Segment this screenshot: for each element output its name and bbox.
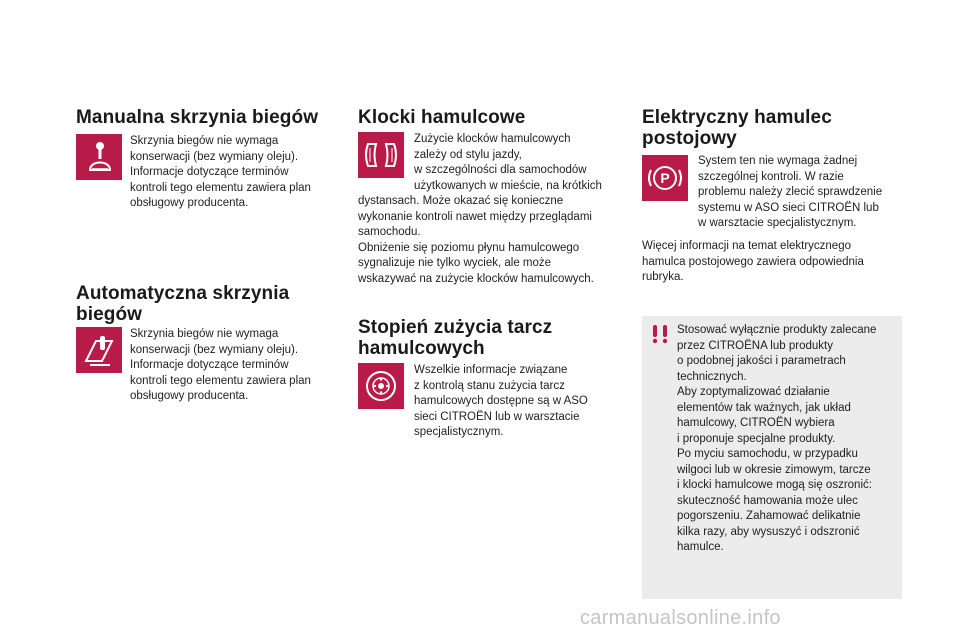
text-line: w warsztacie specjalistycznym. [698,217,857,229]
brake-pads-title: Klocki hamulcowe [358,107,526,128]
text-line: systemu w ASO sieci CITROËN lub [698,201,879,214]
text-line: Wszelkie informacje związane [414,364,568,376]
text-line: hamulce. [677,541,724,553]
text-line: pogorszeniu. Zahamować delikatnie [677,510,861,522]
brake-discs-title [358,317,552,359]
text-line: rubryka. [642,271,684,283]
text-line: Stosować wyłącznie produkty zalecane [677,324,877,336]
parking-brake-more-info [642,239,864,286]
automatic-gearbox-section [76,283,289,325]
text-line: skuteczność hamowania może ulec [677,494,858,507]
title-line: biegów [76,304,143,325]
text-line: sygnalizuje nie tylko wyciek, ale może [358,257,552,269]
text-line: użytkowanych w mieście, na krótkich [414,179,602,192]
svg-text:P: P [660,170,670,186]
text-line: Informacje dotyczące terminów [130,166,289,178]
brake-pads-text-indented [414,132,602,194]
manual-gearbox-title: Manualna skrzynia biegów [76,107,319,128]
automatic-gearbox-text [130,327,311,405]
brake-pads-icon [358,132,404,178]
text-line: Skrzynia biegów nie wymaga [130,328,279,340]
text-line: wykonanie kontroli nawet między przeglądami [358,210,592,223]
title-line: Elektryczny hamulec [642,107,832,128]
text-line: o podobnej jakości i parametrach [677,355,846,367]
text-line: samochodu. [358,226,421,238]
parking-brake-section [642,107,832,149]
title-line: postojowy [642,128,737,149]
title-line: Automatyczna skrzynia [76,283,290,304]
automatic-gear-selector-icon [76,327,122,373]
text-line: Zużycie klocków hamulcowych [414,133,571,145]
text-line: obsługowy producenta. [130,390,249,402]
text-line: obsługowy producenta. [130,197,249,209]
warning-panel [642,316,902,599]
text-line: Więcej informacji na temat elektrycznego [642,240,851,252]
text-line: dystansach. Może okazać się konieczne [358,195,564,207]
text-line: sieci CITROËN lub w warsztacie [414,410,580,423]
brake-pads-text-full [358,194,594,287]
text-line: i klocki hamulcowe mogą się oszronić: [677,479,872,491]
brake-pads-section [358,107,525,128]
text-line: konserwacji (bez wymiany oleju). [130,343,299,356]
brake-disc-icon [358,363,404,409]
manual-gearbox-section [76,107,318,128]
parking-brake-text [698,154,882,232]
title-line: hamulcowych [358,338,485,359]
text-line: hamulcowy, CITROËN wybiera [677,417,835,429]
text-line: System ten nie wymaga żadnej [698,155,858,167]
brake-discs-section [358,317,552,359]
title-line: Stopień zużycia tarcz [358,317,553,338]
text-line: konserwacji (bez wymiany oleju). [130,150,299,163]
text-line: i proponuje specjalne produkty. [677,432,836,445]
text-line: Po myciu samochodu, w przypadku [677,448,858,460]
text-line: Informacje dotyczące terminów [130,359,289,371]
automatic-gearbox-title [76,283,289,325]
text-line: kontroli tego elementu zawiera plan [130,181,311,194]
text-line: technicznych. [677,370,747,383]
text-line: w szczególności dla samochodów [414,164,587,176]
text-line: zależy od stylu jazdy, [414,148,522,161]
manual-gear-lever-icon [76,134,122,180]
warning-exclamation-icon [648,322,672,351]
text-line: z kontrolą stanu zużycia tarcz [414,379,565,392]
text-line: Skrzynia biegów nie wymaga [130,135,279,147]
text-line: elementów tak ważnych, jak układ [677,401,851,414]
text-line: Obniżenie się poziomu płynu hamulcowego [358,241,580,254]
text-line: kilka razy, aby wysuszyć i odszronić [677,525,860,538]
text-line: przez CITROËNA lub produkty [677,339,833,352]
text-line: hamulca postojowego zawiera odpowiednia [642,255,864,268]
parking-brake-title [642,107,832,149]
text-line: hamulcowych dostępne są w ASO [414,395,588,407]
brake-discs-text [414,363,588,441]
warning-text [677,323,876,556]
text-line: szczególnej kontroli. W razie [698,170,844,183]
parking-brake-icon [642,155,688,201]
text-line: Aby zoptymalizować działanie [677,386,830,398]
text-line: problemu należy zlecić sprawdzenie [698,186,883,198]
text-line: kontroli tego elementu zawiera plan [130,374,311,387]
text-line: specjalistycznym. [414,426,504,438]
watermark: carmanualsonline.info [580,607,781,629]
text-line: wilgoci lub w okresie zimowym, tarcze [677,463,871,476]
text-line: wskazywać na zużycie klocków hamulcowych. [358,272,594,285]
manual-gearbox-text [130,134,311,212]
